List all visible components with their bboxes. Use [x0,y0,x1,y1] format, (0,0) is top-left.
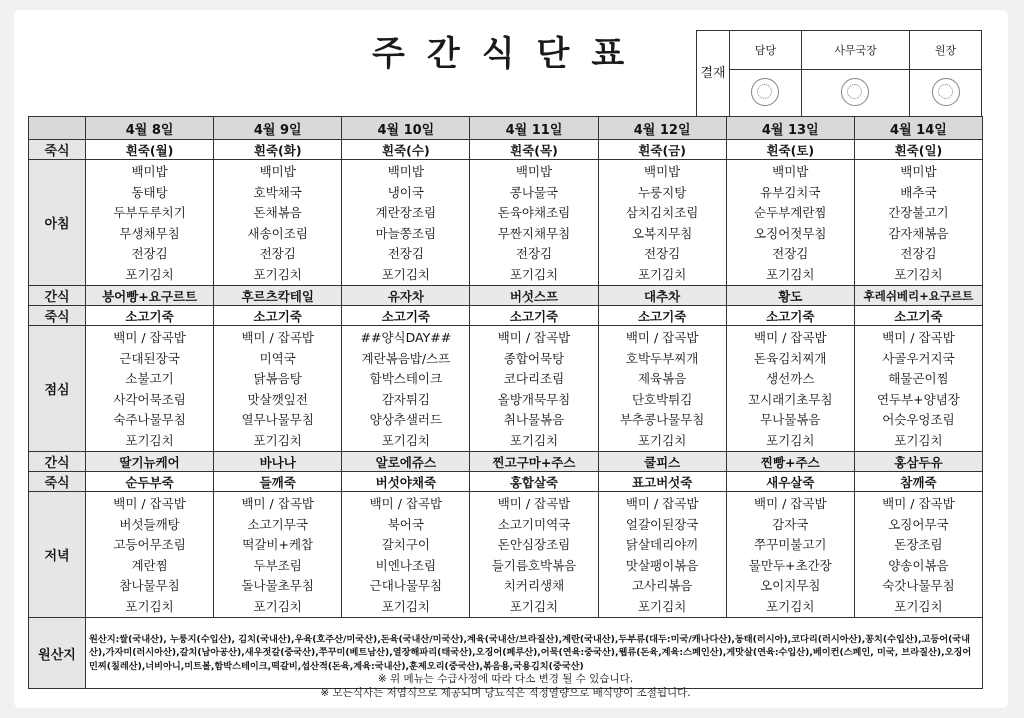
menu-item: 포기김치 [381,266,430,282]
menu-cell: 소고기죽 [86,306,214,326]
menu-item: 부추콩나물무침 [619,412,705,427]
dinner-porridge-row [29,472,983,492]
menu-item: 전장김 [131,246,168,261]
menu-item: 전장김 [515,246,553,261]
menu-item: 물만두+초간장 [748,557,832,573]
menu-cell: 소고기죽 [726,306,854,326]
menu-cell: 홍삼두유 [854,452,982,472]
menu-cell: 알로에쥬스 [342,452,470,472]
menu-cell: 들깨죽 [214,472,342,492]
menu-item: 취나물볶음 [503,412,565,427]
row-label: 저녁 [29,492,86,618]
row-label: 점심 [29,326,86,452]
menu-item: 포기김치 [381,598,430,614]
menu-list [598,326,726,452]
menu-item: 배추국 [900,184,937,200]
menu-item: 미역국 [259,350,296,366]
menu-list [214,160,342,286]
date-header: 4월 11일 [470,117,598,140]
menu-item: 갈치구이 [381,537,430,552]
menu-item: 오이지무침 [760,578,821,593]
menu-cell: 흰죽(토) [726,140,854,160]
row-label: 죽식 [29,140,86,160]
menu-item: 백미 / 잡곡밥 [754,330,827,345]
menu-item: 백미 / 잡곡밥 [241,330,314,345]
menu-item: 삼치김치조림 [625,205,699,220]
dinner-row [29,492,983,618]
date-header: 4월 10일 [342,117,470,140]
date-header: 4월 13일 [726,117,854,140]
menu-item: 얼갈이된장국 [625,516,699,532]
menu-list [86,160,214,286]
menu-item: 백미 / 잡곡밥 [882,330,955,345]
menu-item: 사골우거지국 [882,350,955,366]
menu-list [854,492,982,618]
menu-item: 누룽지탕 [637,184,687,200]
approval-role-secretary: 사무국장 [801,31,909,70]
menu-item: 포기김치 [894,266,943,282]
menu-item: 맛살깻잎전 [247,391,308,407]
date-header: 4월 8일 [86,117,214,140]
menu-item: 비엔나조림 [375,557,437,573]
menu-item: 포기김치 [766,598,815,614]
menu-list [342,160,470,286]
menu-item: 포기김치 [509,432,559,448]
menu-item: 백미 / 잡곡밥 [754,496,827,511]
approval-role-manager: 담당 [730,31,802,70]
row-label: 죽식 [29,306,86,326]
menu-item: 오징어무국 [888,516,949,532]
menu-item: 양상추샐러드 [369,412,443,427]
menu-cell: 흰죽(금) [598,140,726,160]
menu-item: 포기김치 [125,432,174,448]
weekly-menu-table [28,116,983,689]
menu-item: 숙주나물무침 [113,412,186,427]
row-label: 간식 [29,286,86,306]
menu-cell: 소고기죽 [598,306,726,326]
menu-item: 백미밥 [259,164,296,179]
menu-item: 북어국 [387,516,424,532]
menu-item: 감자국 [772,516,809,532]
date-header: 4월 14일 [854,117,982,140]
menu-cell: 붕어빵+요구르트 [86,286,214,306]
menu-cell: 참깨죽 [854,472,982,492]
corner-cell [29,117,86,140]
menu-cell: 새우살죽 [726,472,854,492]
menu-item: 백미밥 [131,164,168,179]
menu-list [342,326,470,452]
seal-stamp-icon [841,78,869,106]
breakfast-porridge-row [29,140,983,160]
menu-item: 전장김 [900,246,937,261]
menu-item: 백미밥 [900,164,937,179]
menu-list [342,492,470,618]
seal-manager [730,70,802,118]
menu-item: 사각어묵조림 [113,391,186,407]
menu-cell: 흰죽(수) [342,140,470,160]
menu-item: 전장김 [644,246,681,261]
menu-cell: 흰죽(목) [470,140,598,160]
menu-item: 함박스테이크 [369,371,443,386]
menu-item: 소고기무국 [247,516,308,532]
menu-item: 백미밥 [515,164,553,179]
menu-item: 호박채국 [253,184,302,200]
menu-item: 유부김치국 [760,184,821,200]
menu-item: 포기김치 [637,598,687,614]
menu-item: 단호박튀김 [631,391,693,407]
menu-item: 백미 / 잡곡밥 [113,330,186,345]
menu-cell: 흰죽(일) [854,140,982,160]
menu-item: 근대된장국 [119,350,180,366]
menu-item: 맛살팽이볶음 [625,557,699,573]
menu-cell: 소고기죽 [854,306,982,326]
approval-label: 결재 [697,31,730,118]
menu-item: 양송이볶음 [888,557,949,573]
lunch-porridge-row [29,306,983,326]
menu-list [86,326,214,452]
date-header: 4월 9일 [214,117,342,140]
snack1-row [29,286,983,306]
menu-item: 어슷우엉조림 [882,412,955,427]
menu-item: 연두부+양념장 [876,391,960,407]
menu-item: 동태탕 [131,184,168,200]
menu-item: 숙갓나물무침 [882,578,955,593]
row-label: 죽식 [29,472,86,492]
menu-item: 오징어젓무침 [754,225,827,241]
breakfast-row [29,160,983,286]
menu-item: 무생채무침 [119,225,180,241]
menu-item: ##양식DAY## [360,330,452,345]
menu-item: 백미밥 [644,164,681,179]
menu-cell: 쿨피스 [598,452,726,472]
menu-item: 백미 / 잡곡밥 [113,496,186,511]
menu-item: 백미 / 잡곡밥 [241,496,314,511]
menu-item: 전장김 [772,246,809,261]
menu-cell: 흰죽(화) [214,140,342,160]
menu-item: 전장김 [387,246,424,261]
menu-item: 고사리볶음 [631,578,693,593]
menu-item: 포기김치 [766,266,815,282]
menu-item: 치커리생채 [503,578,565,593]
menu-item: 순두부계란찜 [754,205,827,220]
menu-item: 닭살데리야끼 [625,537,699,552]
menu-item: 돈육야채조림 [497,205,571,220]
menu-item: 포기김치 [637,266,687,282]
menu-item: 포기김치 [125,598,174,614]
menu-item: 무짠지채무침 [497,225,571,241]
row-label: 원산지 [29,618,86,689]
menu-item: 두부두루치기 [113,205,186,220]
menu-item: 새송이조림 [247,225,308,241]
menu-item: 백미 / 잡곡밥 [497,330,571,345]
menu-item: 종합어묵탕 [503,350,565,366]
menu-item: 근대나물무침 [369,578,443,593]
snack2-row [29,452,983,472]
menu-item: 포기김치 [894,432,943,448]
menu-item: 포기김치 [637,432,687,448]
menu-cell: 찐빵+주스 [726,452,854,472]
seal-stamp-icon [932,78,960,106]
menu-list [726,160,854,286]
menu-cell: 황도 [726,286,854,306]
origin-info: 원산지:쌀(국내산), 누룽지(수입산), 김치(국내산),우육(호주산/미국산),돈육(국내산/미국산),계육(국내산/브라질산),계란(국내산),두부류(대두:미국/캐나다산),동태(러시아),코다리(러시아산),꽁치(수입산),고등어(국내산),가자미(러시아산),갈치(남아공산),새우젓갈(중국산),쭈꾸미(베트남산),열장해파리(태국산),오징어(페루산),어묵(연육:중국산),웹류(돈육,계육:스페인산),게맛살(연육:수입산),베이컨(스페인, 미국, 브라질산),오징어민찌(칠레산),너비아니,미트볼,함박스테이크,떡갈비,섭산적(돈육,계육:국내산),훈제오리(중국산),볶음용,국용김치(중국산) [86,618,983,689]
menu-item: 감자튀김 [381,391,430,407]
menu-item: 들기름호박볶음 [491,557,577,573]
menu-item: 포기김치 [894,598,943,614]
menu-list [470,326,598,452]
lunch-row [29,326,983,452]
menu-item: 백미 / 잡곡밥 [369,496,443,511]
menu-item: 백미 / 잡곡밥 [882,496,955,511]
menu-list [598,492,726,618]
menu-cell: 후레쉬베리+요구르트 [854,286,982,306]
menu-item: 호박두부찌개 [625,350,699,366]
menu-item: 콩나물국 [509,184,559,200]
menu-list [470,160,598,286]
menu-item: 소고기미역국 [497,516,571,532]
menu-list [214,492,342,618]
footer-notes [28,672,983,700]
approval-role-director: 원장 [910,31,982,70]
menu-item: 생선까스 [766,371,815,386]
menu-item: 코다리조림 [503,371,565,386]
menu-item: 백미 / 잡곡밥 [625,330,699,345]
menu-item: 오복지무침 [631,225,693,241]
menu-item: 포기김치 [381,432,430,448]
menu-item: 돈채볶음 [253,205,302,220]
menu-item: 무나물볶음 [760,412,821,427]
menu-item: 간장불고기 [888,205,949,220]
menu-cell: 흰죽(월) [86,140,214,160]
menu-item: 포기김치 [125,266,174,282]
menu-item: 포기김치 [253,432,302,448]
menu-item: 닭볶음탕 [253,371,302,386]
menu-cell: 찐고구마+주스 [470,452,598,472]
menu-list [214,326,342,452]
menu-item: 포기김치 [766,432,815,448]
menu-item: 냉이국 [387,184,424,200]
menu-cell: 소고기죽 [214,306,342,326]
menu-cell: 순두부죽 [86,472,214,492]
menu-item: 해물곤이찜 [888,371,949,386]
menu-list [598,160,726,286]
menu-item: 감자채볶음 [888,225,949,241]
menu-list [854,326,982,452]
menu-item: 포기김치 [253,598,302,614]
menu-cell: 표고버섯죽 [598,472,726,492]
menu-cell: 소고기죽 [342,306,470,326]
menu-item: 소불고기 [125,371,174,386]
menu-cell: 유자차 [342,286,470,306]
menu-item: 백미 / 잡곡밥 [625,496,699,511]
menu-cell: 후르츠칵테일 [214,286,342,306]
menu-item: 두부조림 [253,557,302,573]
row-label: 아침 [29,160,86,286]
menu-item: 전장김 [259,246,296,261]
menu-item: 참나물무침 [119,578,180,593]
menu-item: 포기김치 [509,598,559,614]
menu-list [726,492,854,618]
menu-item: 제육볶음 [637,371,687,386]
menu-item: 버섯들깨탕 [119,516,180,532]
menu-item: 백미 / 잡곡밥 [497,496,571,511]
menu-item: 돌나물초무침 [241,578,314,593]
menu-item: 돈육김치찌개 [754,350,827,366]
seal-stamp-icon [751,78,779,106]
note-line: ※ 위 메뉴는 수급사정에 따라 다소 변경 될 수 있습니다. [377,673,634,685]
note-line: ※ 모든식사는 저염식으로 제공되며 당뇨식은 적정열량으로 배식양이 조절됩니다. [320,687,691,699]
menu-cell: 바나나 [214,452,342,472]
menu-cell: 소고기죽 [470,306,598,326]
menu-cell: 홍합살죽 [470,472,598,492]
menu-item: 돈장조림 [894,537,943,552]
menu-list [470,492,598,618]
menu-cell: 버섯스프 [470,286,598,306]
menu-list [726,326,854,452]
menu-item: 백미밥 [772,164,809,179]
menu-list [86,492,214,618]
menu-item: 쭈꾸미불고기 [754,537,827,552]
row-label: 간식 [29,452,86,472]
date-header-row [29,117,983,140]
menu-item: 계란장조림 [375,205,437,220]
seal-secretary [801,70,909,118]
date-header: 4월 12일 [598,117,726,140]
approval-box [696,30,982,118]
menu-item: 포기김치 [253,266,302,282]
menu-cell: 딸기뉴케어 [86,452,214,472]
menu-item: 돈안심장조림 [497,537,571,552]
menu-item: 떡갈비+케찹 [242,537,314,552]
menu-cell: 대추차 [598,286,726,306]
menu-item: 열무나물무침 [241,412,314,427]
menu-list [854,160,982,286]
seal-director [910,70,982,118]
menu-item: 고등어무조림 [113,537,186,552]
menu-item: 마늘쫑조림 [375,225,437,241]
menu-item: 포기김치 [509,266,559,282]
menu-item: 백미밥 [387,164,424,179]
menu-item: 계란찜 [131,557,168,573]
menu-item: 꼬시래기초무침 [748,391,833,407]
menu-cell: 버섯야채죽 [342,472,470,492]
menu-item: 계란볶음밥/스프 [361,350,451,366]
menu-item: 올방개묵무침 [497,391,571,407]
page-title: 주간식단표 [372,34,647,74]
